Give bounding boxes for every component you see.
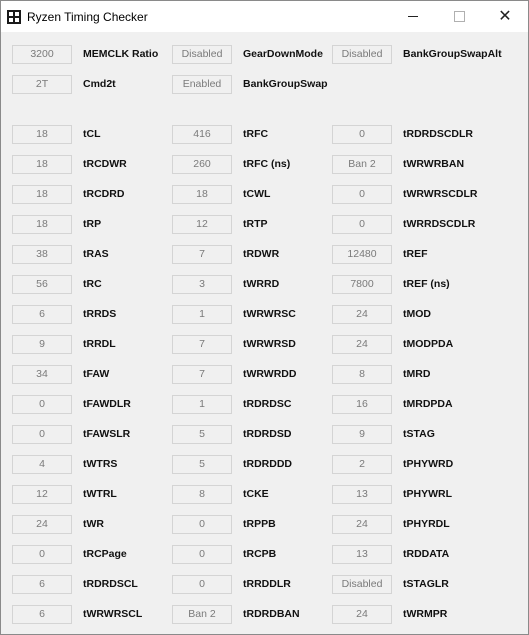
maximize-icon — [454, 11, 465, 22]
bankgroupswapalt-label: BankGroupSwapAlt — [403, 48, 502, 60]
trdrdscl-value[interactable]: 6 — [12, 575, 72, 594]
trtp-value[interactable]: 12 — [172, 215, 232, 234]
twtrl-label: tWTRL — [83, 488, 117, 500]
tfaw-label: tFAW — [83, 368, 110, 380]
twr-label: tWR — [83, 518, 104, 530]
tmodpda-value[interactable]: 24 — [332, 335, 392, 354]
tcke-label: tCKE — [243, 488, 269, 500]
twtrs-value[interactable]: 4 — [12, 455, 72, 474]
tphyrdl-label: tPHYRDL — [403, 518, 450, 530]
tmrd-label: tMRD — [403, 368, 431, 380]
twrwrscl-label: tWRWRSCL — [83, 608, 143, 620]
trcpage-label: tRCPage — [83, 548, 127, 560]
trfc-ns-value[interactable]: 260 — [172, 155, 232, 174]
trcpb-value[interactable]: 0 — [172, 545, 232, 564]
tfawdlr-label: tFAWDLR — [83, 398, 131, 410]
tras-label: tRAS — [83, 248, 109, 260]
tcl-label: tCL — [83, 128, 101, 140]
tmrdpda-value[interactable]: 16 — [332, 395, 392, 414]
trp-label: tRP — [83, 218, 102, 230]
trdrdscdlr-value[interactable]: 0 — [332, 125, 392, 144]
tstaglr-value[interactable]: Disabled — [332, 575, 392, 594]
geardownmode-label: GearDownMode — [243, 48, 323, 60]
twrwrsd-label: tWRWRSD — [243, 338, 296, 350]
tphyrdl-value[interactable]: 24 — [332, 515, 392, 534]
tmodpda-label: tMODPDA — [403, 338, 454, 350]
cmd2t-value[interactable]: 2T — [12, 75, 72, 94]
tfawdlr-value[interactable]: 0 — [12, 395, 72, 414]
twrmpr-value[interactable]: 24 — [332, 605, 392, 624]
trdrddd-label: tRDRDDD — [243, 458, 292, 470]
tphywrd-label: tPHYWRD — [403, 458, 454, 470]
trc-label: tRC — [83, 278, 102, 290]
memclk-ratio-label: MEMCLK Ratio — [83, 48, 159, 60]
window-title: Ryzen Timing Checker — [27, 10, 148, 24]
trdrdsc-value[interactable]: 1 — [172, 395, 232, 414]
twrwrsd-value[interactable]: 7 — [172, 335, 232, 354]
tfawslr-value[interactable]: 0 — [12, 425, 72, 444]
twrwrscl-value[interactable]: 6 — [12, 605, 72, 624]
tref-ns-value[interactable]: 7800 — [332, 275, 392, 294]
twrrd-value[interactable]: 3 — [172, 275, 232, 294]
tphywrl-value[interactable]: 13 — [332, 485, 392, 504]
tphywrl-label: tPHYWRL — [403, 488, 452, 500]
trddata-value[interactable]: 13 — [332, 545, 392, 564]
tphywrd-value[interactable]: 2 — [332, 455, 392, 474]
trdrdsd-value[interactable]: 5 — [172, 425, 232, 444]
trppb-value[interactable]: 0 — [172, 515, 232, 534]
tcwl-value[interactable]: 18 — [172, 185, 232, 204]
tstag-value[interactable]: 9 — [332, 425, 392, 444]
trdwr-value[interactable]: 7 — [172, 245, 232, 264]
twr-value[interactable]: 24 — [12, 515, 72, 534]
trc-value[interactable]: 56 — [12, 275, 72, 294]
trrds-value[interactable]: 6 — [12, 305, 72, 324]
twrwrban-value[interactable]: Ban 2 — [332, 155, 392, 174]
tmod-label: tMOD — [403, 308, 431, 320]
trp-value[interactable]: 18 — [12, 215, 72, 234]
tras-value[interactable]: 38 — [12, 245, 72, 264]
tstaglr-label: tSTAGLR — [403, 578, 449, 590]
trfc-value[interactable]: 416 — [172, 125, 232, 144]
twrwrdd-value[interactable]: 7 — [172, 365, 232, 384]
close-icon: ✕ — [498, 7, 512, 25]
trcdrd-value[interactable]: 18 — [12, 185, 72, 204]
tcl-value[interactable]: 18 — [12, 125, 72, 144]
twrwrsc-value[interactable]: 1 — [172, 305, 232, 324]
trrds-label: tRRDS — [83, 308, 117, 320]
trdrdscl-label: tRDRDSCL — [83, 578, 138, 590]
twrrdscdlr-value[interactable]: 0 — [332, 215, 392, 234]
bankgroupswap-label: BankGroupSwap — [243, 78, 328, 90]
trrddlr-label: tRRDDLR — [243, 578, 291, 590]
trfc-ns-label: tRFC (ns) — [243, 158, 291, 170]
trdrddd-value[interactable]: 5 — [172, 455, 232, 474]
twrwrscdlr-label: tWRWRSCDLR — [403, 188, 478, 200]
trfc-label: tRFC — [243, 128, 269, 140]
tref-ns-label: tREF (ns) — [403, 278, 450, 290]
tcke-value[interactable]: 8 — [172, 485, 232, 504]
trrdl-label: tRRDL — [83, 338, 116, 350]
tmod-value[interactable]: 24 — [332, 305, 392, 324]
trcdwr-label: tRCDWR — [83, 158, 127, 170]
twtrl-value[interactable]: 12 — [12, 485, 72, 504]
trdrdsc-label: tRDRDSC — [243, 398, 292, 410]
trrddlr-value[interactable]: 0 — [172, 575, 232, 594]
tfawslr-label: tFAWSLR — [83, 428, 131, 440]
trrdl-value[interactable]: 9 — [12, 335, 72, 354]
tmrdpda-label: tMRDPDA — [403, 398, 453, 410]
close-button[interactable] — [482, 1, 528, 32]
minimize-button[interactable] — [390, 1, 436, 32]
tstag-label: tSTAG — [403, 428, 435, 440]
twrwrban-label: tWRWRBAN — [403, 158, 465, 170]
trcpage-value[interactable]: 0 — [12, 545, 72, 564]
trcdrd-label: tRCDRD — [83, 188, 125, 200]
tref-value[interactable]: 12480 — [332, 245, 392, 264]
trdrdsd-label: tRDRDSD — [243, 428, 292, 440]
geardownmode-value[interactable]: Disabled — [172, 45, 232, 64]
title-bar[interactable] — [1, 1, 528, 32]
twrmpr-label: tWRMPR — [403, 608, 448, 620]
bankgroupswap-value[interactable]: Enabled — [172, 75, 232, 94]
cmd2t-label: Cmd2t — [83, 78, 116, 90]
twrrd-label: tWRRD — [243, 278, 280, 290]
trdrdscdlr-label: tRDRDSCDLR — [403, 128, 473, 140]
twrwrdd-label: tWRWRDD — [243, 368, 297, 380]
trdwr-label: tRDWR — [243, 248, 280, 260]
tmrd-value[interactable]: 8 — [332, 365, 392, 384]
maximize-button[interactable] — [436, 1, 482, 32]
trtp-label: tRTP — [243, 218, 268, 230]
twtrs-label: tWTRS — [83, 458, 118, 470]
twrwrscdlr-value[interactable]: 0 — [332, 185, 392, 204]
memclk-ratio-value[interactable]: 3200 — [12, 45, 72, 64]
twrwrsc-label: tWRWRSC — [243, 308, 296, 320]
trdrdban-value[interactable]: Ban 2 — [172, 605, 232, 624]
trcpb-label: tRCPB — [243, 548, 277, 560]
trppb-label: tRPPB — [243, 518, 276, 530]
tcwl-label: tCWL — [243, 188, 271, 200]
tfaw-value[interactable]: 34 — [12, 365, 72, 384]
trddata-label: tRDDATA — [403, 548, 450, 560]
trcdwr-value[interactable]: 18 — [12, 155, 72, 174]
app-icon — [7, 10, 21, 24]
minimize-icon — [408, 16, 418, 17]
twrrdscdlr-label: tWRRDSCDLR — [403, 218, 476, 230]
bankgroupswapalt-value[interactable]: Disabled — [332, 45, 392, 64]
tref-label: tREF — [403, 248, 428, 260]
trdrdban-label: tRDRDBAN — [243, 608, 300, 620]
